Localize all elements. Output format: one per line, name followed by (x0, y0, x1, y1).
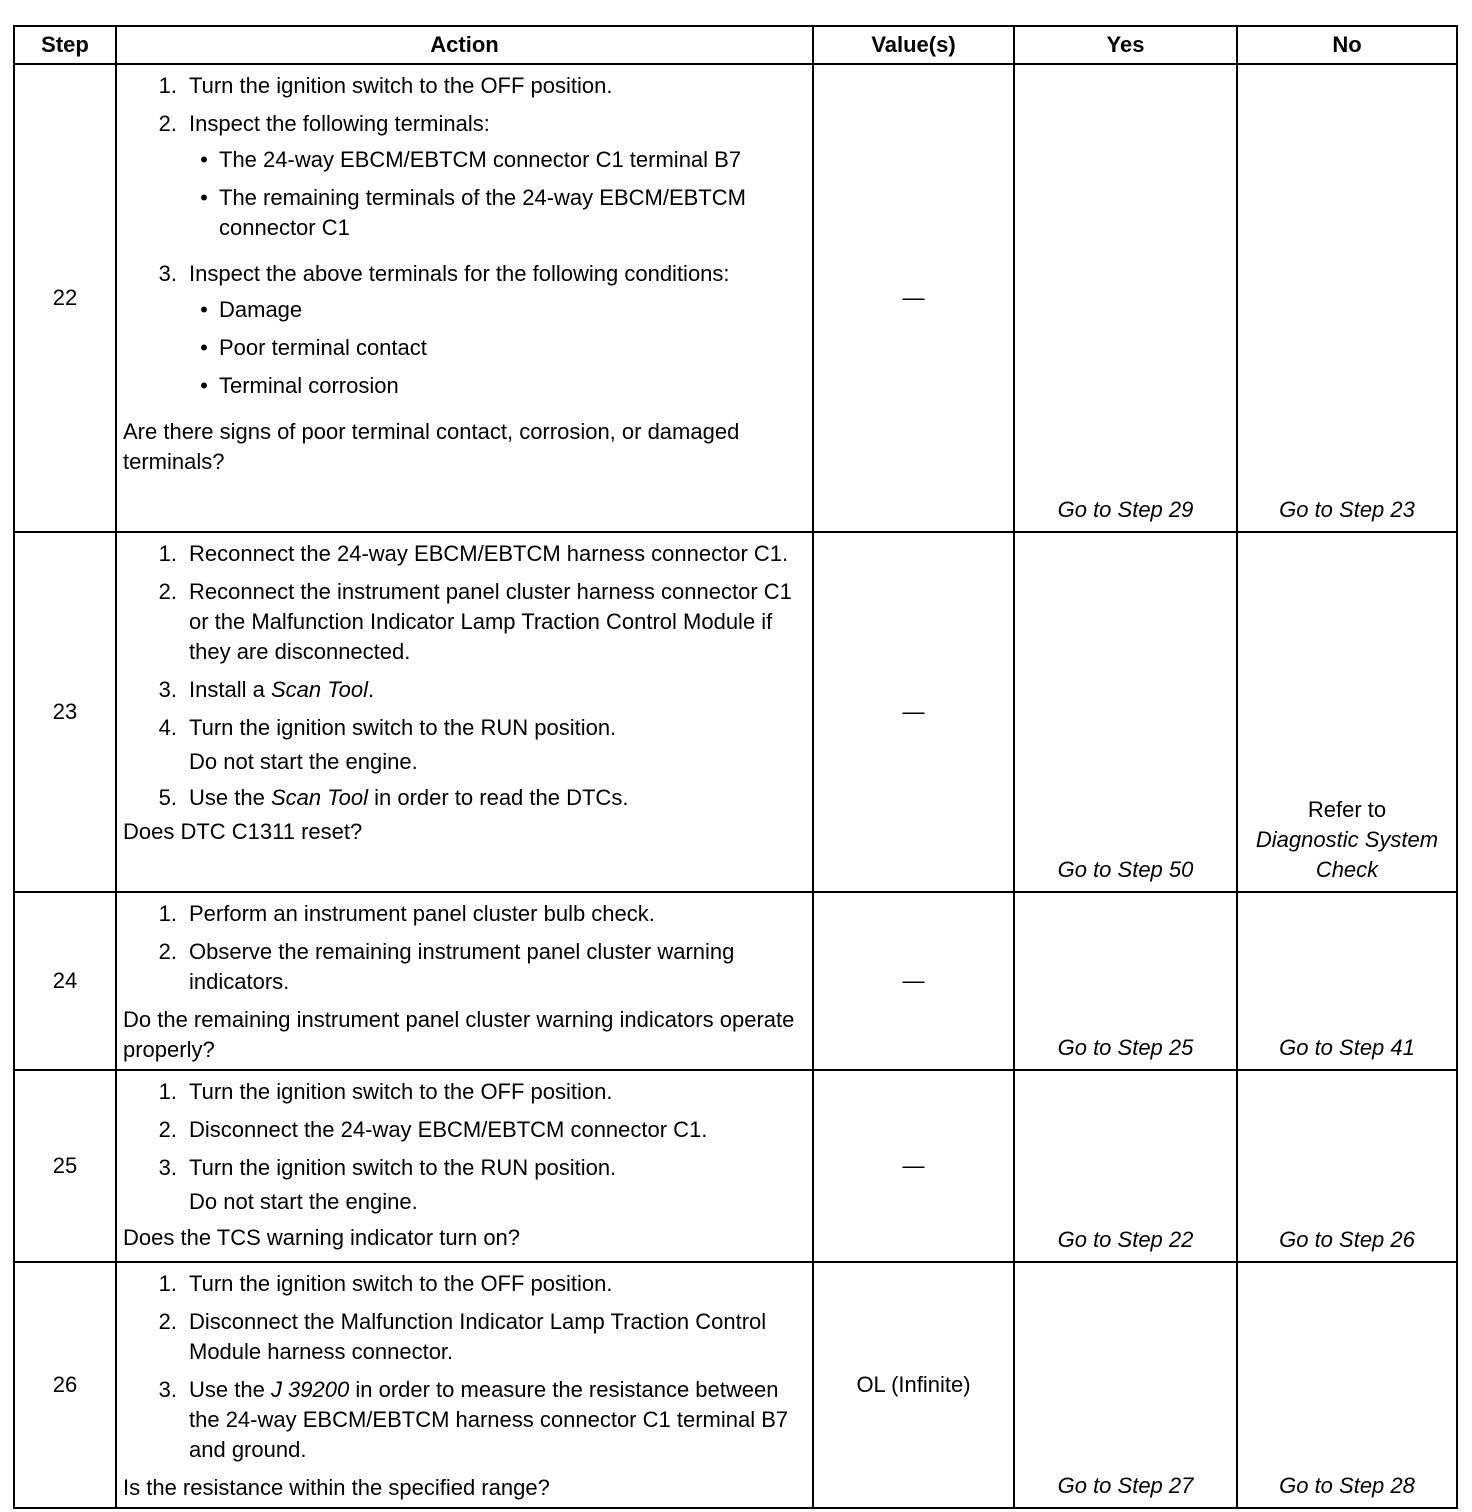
no-link[interactable]: Go to Step 23 (1237, 64, 1457, 532)
table-row (14, 64, 1457, 532)
value-cell: — (813, 64, 1014, 532)
yes-link[interactable]: Go to Step 27 (1014, 1262, 1237, 1508)
list-item: 3. Inspect the above terminals for the following conditions: • Damage • Poor terminal contact • Terminal corrosion (123, 259, 808, 409)
table-row (14, 1262, 1457, 1508)
step-number: 23 (14, 532, 116, 892)
question-text: Does the TCS warning indicator turn on? (123, 1225, 521, 1250)
value-cell: — (813, 1070, 1014, 1262)
action-cell (116, 1070, 813, 1262)
list-item: 2. Disconnect the Malfunction Indicator Lamp Traction Control Module harness connector. (158, 1309, 767, 1364)
yes-link[interactable]: Go to Step 22 (1014, 1070, 1237, 1262)
action-cell (116, 892, 813, 1070)
bullet-item: • Damage (200, 297, 303, 322)
list-item: 4. Turn the ignition switch to the RUN position. (158, 715, 617, 740)
table-row (14, 892, 1457, 1070)
step-number: 25 (14, 1070, 116, 1262)
diagnostic-table (13, 25, 1458, 1509)
action-cell (116, 64, 813, 532)
list-item: 1. Turn the ignition switch to the OFF position. (158, 1079, 613, 1104)
list-item: 2. Disconnect the 24-way EBCM/EBTCM connector C1. (158, 1117, 708, 1142)
yes-link[interactable]: Go to Step 25 (1014, 892, 1237, 1070)
list-item: 1. Turn the ignition switch to the OFF position. (158, 1271, 613, 1296)
value-cell: — (813, 532, 1014, 892)
note-text: Do not start the engine. (189, 749, 418, 774)
step-number: 22 (14, 64, 116, 532)
list-item: 2. Reconnect the instrument panel cluster harness connector C1 or the Malfunction Indicator Lamp Traction Control Module if they are disconnected. (158, 579, 792, 664)
list-item: 2. Inspect the following terminals: • The 24-way EBCM/EBTCM connector C1 terminal B7 • The remaining terminals of the 24-way EBCM/EBTCM connector C1 (123, 109, 808, 251)
action-cell (116, 1262, 813, 1508)
list-item: 3. Install a Scan Tool. (158, 677, 375, 702)
yes-link[interactable]: Go to Step 50 (1014, 532, 1237, 892)
question-text: Does DTC C1311 reset? (123, 819, 363, 844)
action-cell (116, 532, 813, 892)
list-item: 5. Use the Scan Tool in order to read the DTCs. (158, 785, 629, 810)
list-item: 3. Use the J 39200 in order to measure the resistance between the 24-way EBCM/EBTCM harness connector C1 terminal B7 and ground. (158, 1377, 789, 1462)
step-number: 24 (14, 892, 116, 1070)
note-text: Do not start the engine. (189, 1189, 418, 1214)
list-item: 3. Turn the ignition switch to the RUN position. (158, 1155, 617, 1180)
bullet-item: • The 24-way EBCM/EBTCM connector C1 terminal B7 (200, 147, 742, 172)
yes-link[interactable]: Go to Step 29 (1014, 64, 1237, 532)
table-row (14, 532, 1457, 892)
no-link[interactable]: Refer to Diagnostic System Check (1237, 532, 1457, 892)
header-no: No (1237, 26, 1457, 64)
value-cell: — (813, 892, 1014, 1070)
question-text: Is the resistance within the specified range? (123, 1475, 550, 1500)
list-item: 1. Perform an instrument panel cluster bulb check. (158, 901, 655, 926)
bullet-item: • Terminal corrosion (200, 373, 399, 398)
question-text: Do the remaining instrument panel cluster warning indicators operate properly? (123, 1007, 795, 1062)
header-values: Value(s) (813, 26, 1014, 64)
no-link[interactable]: Go to Step 28 (1237, 1262, 1457, 1508)
header-step: Step (14, 26, 116, 64)
header-yes: Yes (1014, 26, 1237, 64)
bullet-item: • Poor terminal contact (200, 335, 427, 360)
list-item: 2. Observe the remaining instrument panel cluster warning indicators. (158, 939, 735, 994)
value-cell: OL (Infinite) (813, 1262, 1014, 1508)
step-number: 26 (14, 1262, 116, 1508)
header-row (14, 26, 1457, 64)
table-row (14, 1070, 1457, 1262)
no-link[interactable]: Go to Step 26 (1237, 1070, 1457, 1262)
header-action: Action (116, 26, 813, 64)
question-text: Are there signs of poor terminal contact, corrosion, or damaged terminals? (123, 419, 740, 474)
bullet-item: • The remaining terminals of the 24-way EBCM/EBTCM connector C1 (200, 185, 746, 240)
list-item: 1. Reconnect the 24-way EBCM/EBTCM harness connector C1. (158, 541, 789, 566)
list-item: 1. Turn the ignition switch to the OFF position. (158, 73, 613, 98)
no-link[interactable]: Go to Step 41 (1237, 892, 1457, 1070)
